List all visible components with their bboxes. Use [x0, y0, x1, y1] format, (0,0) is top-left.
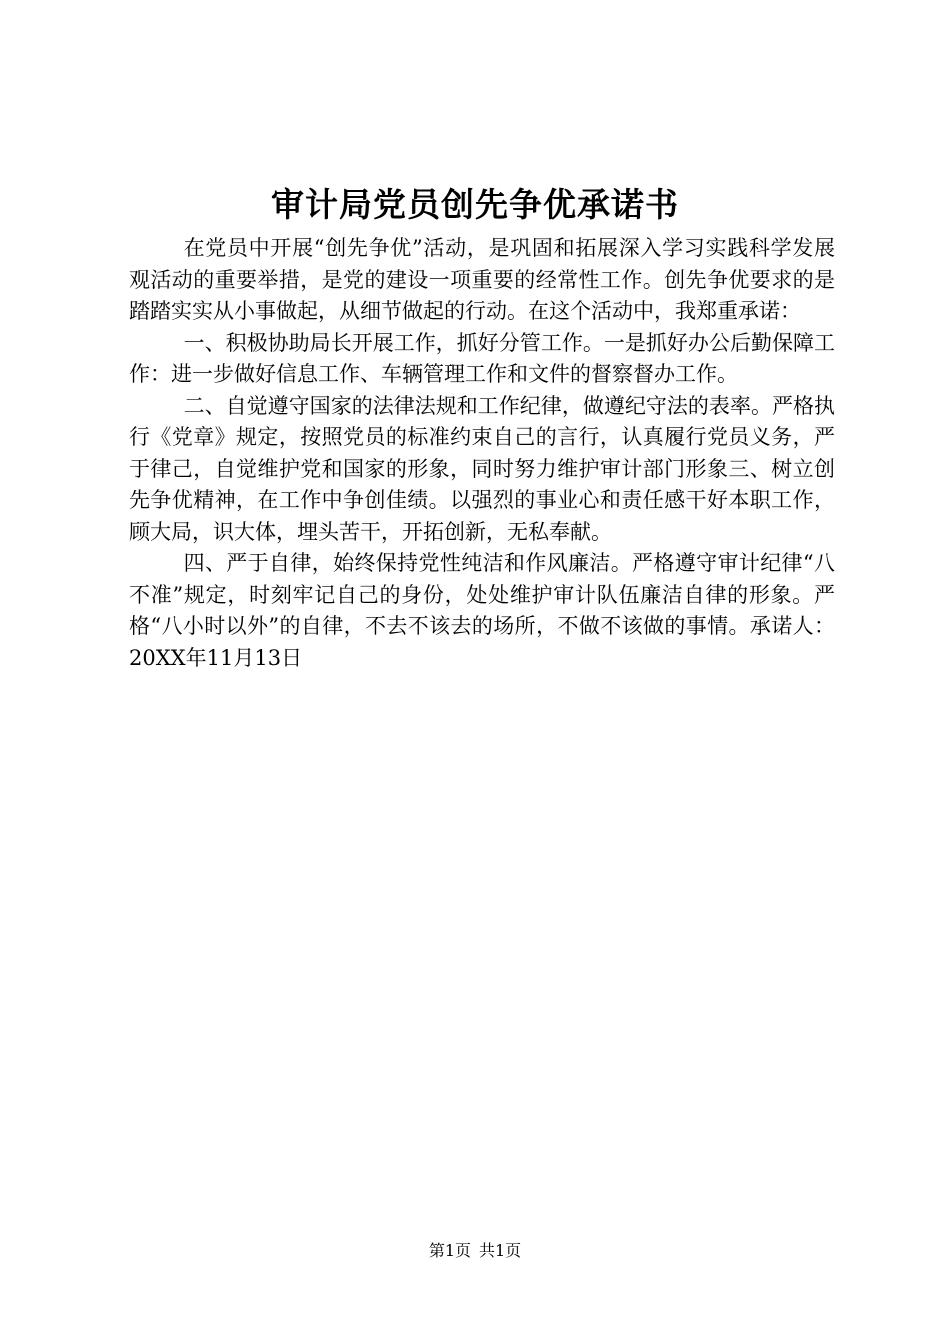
paragraph-intro: 在党员中开展“创先争优”活动，是巩固和拓展深入学习实践科学发展观活动的重要举措，是党的建设一项重要的经常性工作。创先争优要求的是踏踏实实从小事做起，从细节做起的行动。在这个活动中，我郑重承诺：: [129, 236, 835, 323]
page-number-current: 第1页: [428, 1241, 471, 1260]
document-body: [129, 233, 835, 674]
paragraph-commitment-4: 四、严于自律，始终保持党性纯洁和作风廉洁。严格遵守审计纪律“八不准”规定，时刻牢记自己的身份，处处维护审计队伍廉洁自律的形象。严格“八小时以外”的自律，不去不该去的场所，不做不该做的事情。承诺人：20XX年11月13日: [129, 551, 835, 670]
page-number-total: 共1页: [479, 1241, 522, 1260]
document-title: 审计局党员创先争优承诺书: [271, 185, 679, 224]
page-footer: [0, 1240, 950, 1262]
paragraph-commitment-1: 一、积极协助局长开展工作，抓好分管工作。一是抓好办公后勤保障工作：进一步做好信息工作、车辆管理工作和文件的督察督办工作。: [129, 330, 835, 386]
paragraph-commitment-2: 二、自觉遵守国家的法律法规和工作纪律，做遵纪守法的表率。严格执行《党章》规定，按照党员的标准约束自己的言行，认真履行党员义务，严于律己，自觉维护党和国家的形象，同时努力维护审计部门形象三、树立创先争优精神，在工作中争创佳绩。以强烈的事业心和责任感干好本职工作，顾大局，识大体，埋头苦干，开拓创新，无私奉献。: [129, 393, 835, 544]
